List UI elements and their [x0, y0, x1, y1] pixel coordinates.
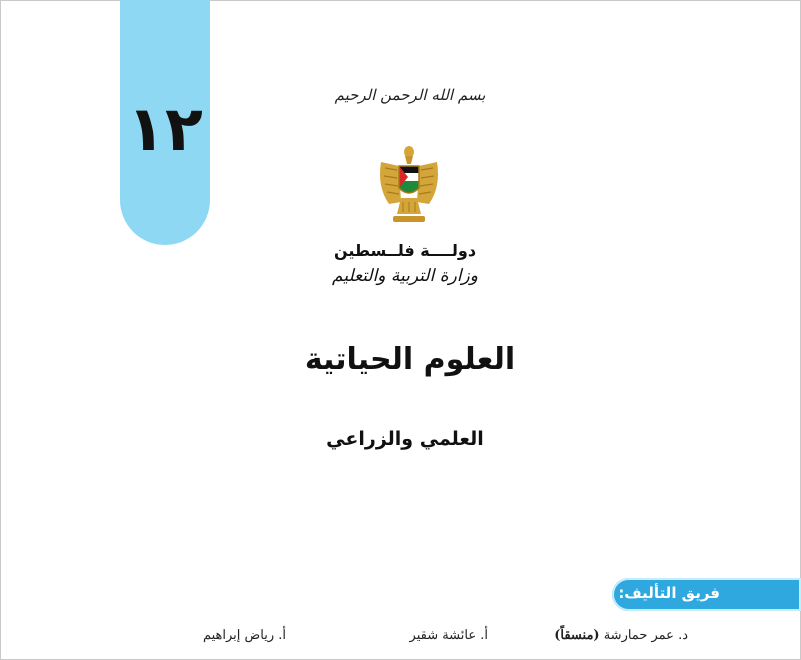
palestinian-eagle-emblem-icon — [375, 142, 443, 228]
author-name: د. عمر حمارشة — [603, 628, 688, 643]
author-name: أ. عائشة شقير — [409, 628, 488, 643]
author — [190, 628, 286, 643]
ministry-name: وزارة التربية والتعليم — [332, 266, 478, 286]
grade-number: ١٢ — [127, 92, 203, 165]
authoring-team-label: فريق التأليف: — [618, 584, 720, 602]
author-role: (منسقاً) — [554, 628, 600, 643]
author-name: أ. رياض إبراهيم — [202, 628, 286, 643]
author — [388, 628, 488, 643]
basmala: بسم الله الرحمن الرحيم — [334, 86, 486, 104]
author-coordinator — [548, 628, 688, 643]
state-name: دولــــة فلــسطين — [333, 241, 477, 260]
book-title: العلوم الحياتية — [304, 342, 516, 377]
book-subtitle: العلمي والزراعي — [326, 428, 484, 450]
